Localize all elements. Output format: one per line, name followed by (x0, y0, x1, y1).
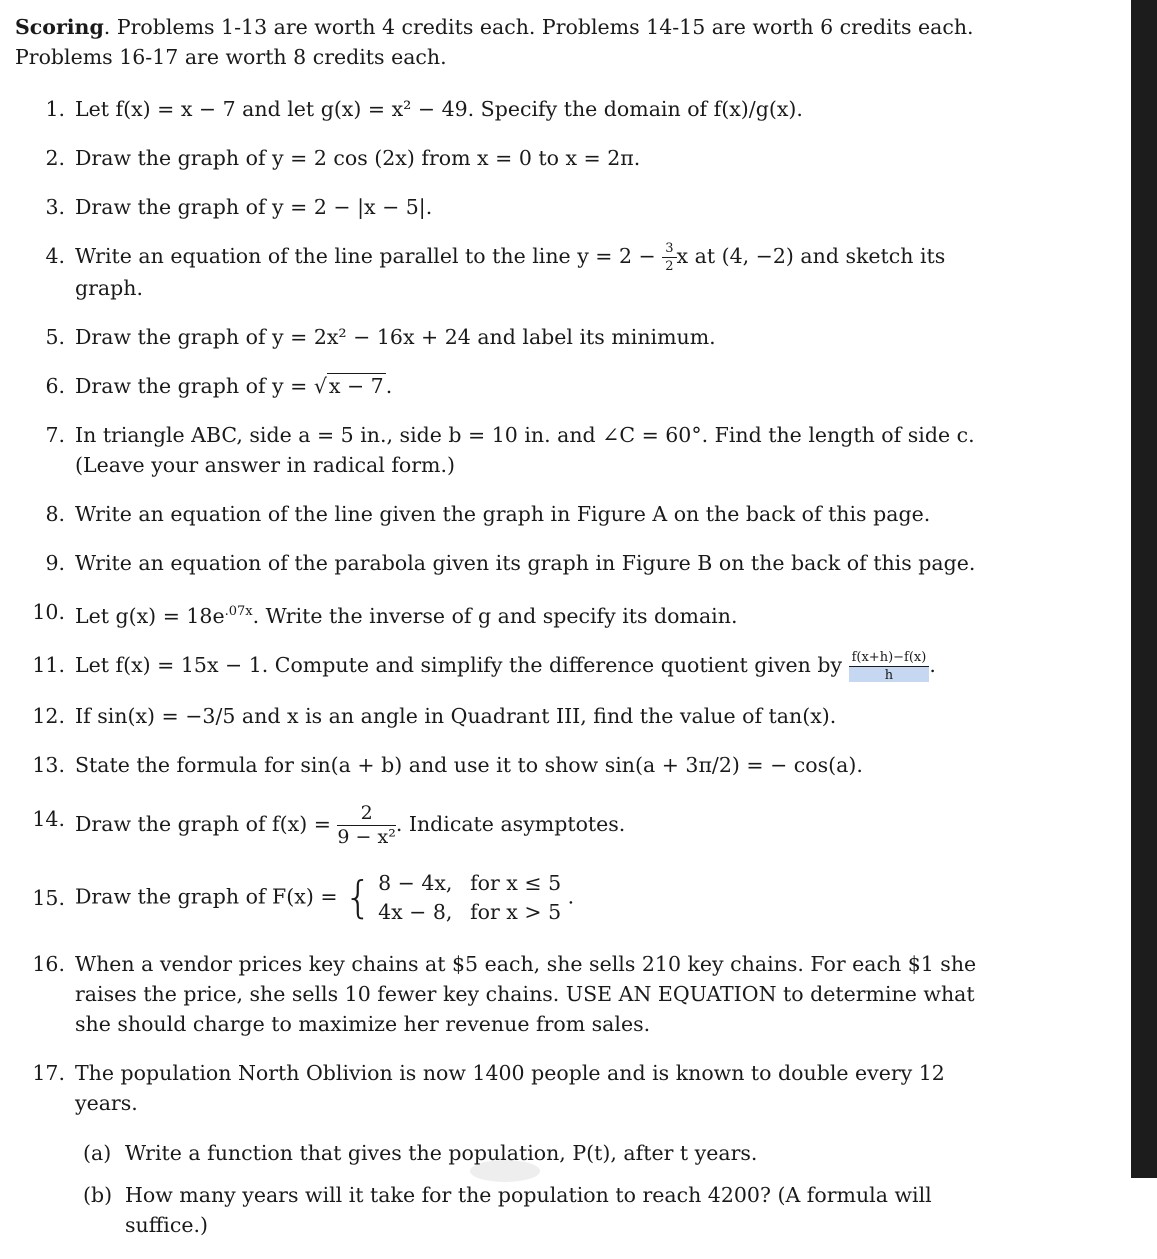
problem-10 (15, 597, 1000, 631)
problem-number: 6. (45, 374, 65, 398)
problem-text: Draw the graph of y = 2 cos (2x) from x = 0 to x = 2π. (75, 146, 641, 170)
problem-text: Write an equation of the parabola given its graph in Figure B on the back of this page. (75, 551, 976, 575)
piecewise-cases (378, 869, 561, 927)
problem-text-end: . (385, 374, 393, 398)
problem-6 (15, 371, 1000, 401)
problem-7 (15, 420, 1000, 480)
problem-17 (15, 1058, 1000, 1240)
case-row-2 (378, 898, 561, 927)
problem-14 (15, 801, 1000, 848)
problem-3 (15, 192, 1000, 222)
problem-number: 8. (45, 502, 65, 526)
problem-text: Let f(x) = 15x − 1. Compute and simplify the difference quotient given by (75, 652, 843, 677)
problem-16 (15, 949, 1000, 1039)
problem-text: Let g(x) = 18e (75, 603, 225, 628)
fraction-numerator: 2 (337, 804, 395, 826)
right-edge-bar (1131, 0, 1157, 1178)
problem-number: 4. (45, 244, 65, 268)
problem-list (15, 94, 1000, 1240)
case-expression: 4x − 8, (378, 899, 453, 924)
problem-number: 10. (32, 600, 65, 624)
problem-4 (15, 241, 1000, 303)
square-root (327, 371, 386, 401)
problem-1 (15, 94, 1000, 124)
difference-quotient-fraction (849, 651, 930, 682)
subquestion-label: (a) (83, 1140, 112, 1165)
subquestion-list (75, 1138, 1000, 1240)
problem-number: 17. (32, 1060, 65, 1085)
problem-text: Let f(x) = x − 7 and let g(x) = x² − 49. Specify the domain of f(x)/g(x). (75, 97, 803, 121)
fraction-denominator-highlighted: h (849, 667, 930, 682)
subquestion-a (75, 1138, 1000, 1168)
problem-text-end: . (567, 884, 575, 909)
problem-13 (15, 750, 1000, 780)
problem-number: 11. (32, 652, 65, 677)
problem-text-end: x at (4, −2) and sketch its graph. (75, 244, 946, 300)
subquestion-text: How many years will it take for the population to reach 4200? (A formula will suffice.) (125, 1182, 932, 1237)
problem-5 (15, 322, 1000, 352)
fraction-denominator: 9 − x² (337, 825, 396, 848)
fraction-denominator: 2 (665, 259, 674, 274)
case-expression: 8 − 4x, (378, 870, 453, 895)
problem-number: 9. (45, 551, 65, 575)
problem-number: 12. (32, 703, 65, 728)
problem-text: If sin(x) = −3/5 and x is an angle in Quadrant III, find the value of tan(x). (75, 703, 837, 728)
problem-2 (15, 143, 1000, 173)
problem-text: Write an equation of the line parallel to the line y = 2 − (75, 244, 656, 268)
problem-text-end: . Write the inverse of g and specify its domain. (252, 603, 738, 628)
fraction-numerator: f(x+h)−f(x) (849, 651, 930, 667)
scoring-heading: Scoring (15, 15, 104, 39)
problem-number: 5. (45, 325, 65, 349)
problem-number: 3. (45, 195, 65, 219)
subquestion-label: (b) (83, 1182, 113, 1207)
document-page (15, 12, 1000, 1259)
problem-text: The population North Oblivion is now 1400 people and is known to double every 12 years. (75, 1060, 945, 1115)
scoring-intro (15, 12, 1000, 72)
problem-number: 14. (32, 806, 65, 831)
problem-text: Write an equation of the line given the graph in Figure A on the back of this page. (75, 502, 931, 526)
problem-text: Draw the graph of y = 2x² − 16x + 24 and label its minimum. (75, 325, 716, 349)
case-condition: for x > 5 (470, 899, 562, 924)
fraction-numerator: 3 (662, 242, 676, 258)
left-brace: { (344, 871, 373, 923)
scoring-text: . Problems 1-13 are worth 4 credits each. Problems 14-15 are worth 6 credits each. Problems 16-17 are worth 8 credits each. (15, 15, 974, 69)
problem-number: 15. (32, 885, 65, 910)
problem-number: 16. (32, 951, 65, 976)
case-condition: for x ≤ 5 (470, 870, 562, 895)
problem-text: Draw the graph of f(x) = (75, 811, 331, 836)
problem-number: 7. (45, 423, 65, 447)
problem-12 (15, 701, 1000, 731)
problem-text: State the formula for sin(a + b) and use it to show sin(a + 3π/2) = − cos(a). (75, 752, 863, 777)
problem-number: 2. (45, 146, 65, 170)
subquestion-b (75, 1180, 1000, 1240)
exponent: .07x (224, 604, 253, 619)
piecewise-function (344, 869, 561, 927)
problem-text-end: . Indicate asymptotes. (395, 811, 626, 836)
rational-function-fraction (337, 801, 396, 848)
problem-number: 13. (32, 752, 65, 777)
problem-number: 1. (45, 97, 65, 121)
problem-text: When a vendor prices key chains at $5 each, she sells 210 key chains. For each $1 she raises the price, she sells 10 fewer key chains. USE AN EQUATION to determine what she should charge to maximize her revenue from sales. (75, 951, 977, 1036)
case-row-1 (378, 869, 561, 898)
fraction-three-halves (662, 242, 676, 273)
problem-15 (15, 869, 1000, 927)
radicand: x − 7 (328, 374, 384, 398)
problem-8 (15, 499, 1000, 529)
subquestion-text: Write a function that gives the population, P(t), after t years. (125, 1140, 758, 1165)
problem-text: Draw the graph of F(x) = (75, 884, 338, 909)
problem-text: In triangle ABC, side a = 5 in., side b = 10 in. and ∠C = 60°. Find the length of side c. (Leave your answer in radical form.) (75, 423, 975, 477)
problem-11 (15, 650, 1000, 682)
problem-9 (15, 548, 1000, 578)
problem-text: Draw the graph of y = √ (75, 374, 327, 398)
problem-text: Draw the graph of y = 2 − |x − 5|. (75, 195, 433, 219)
problem-text-end: . (929, 652, 936, 677)
